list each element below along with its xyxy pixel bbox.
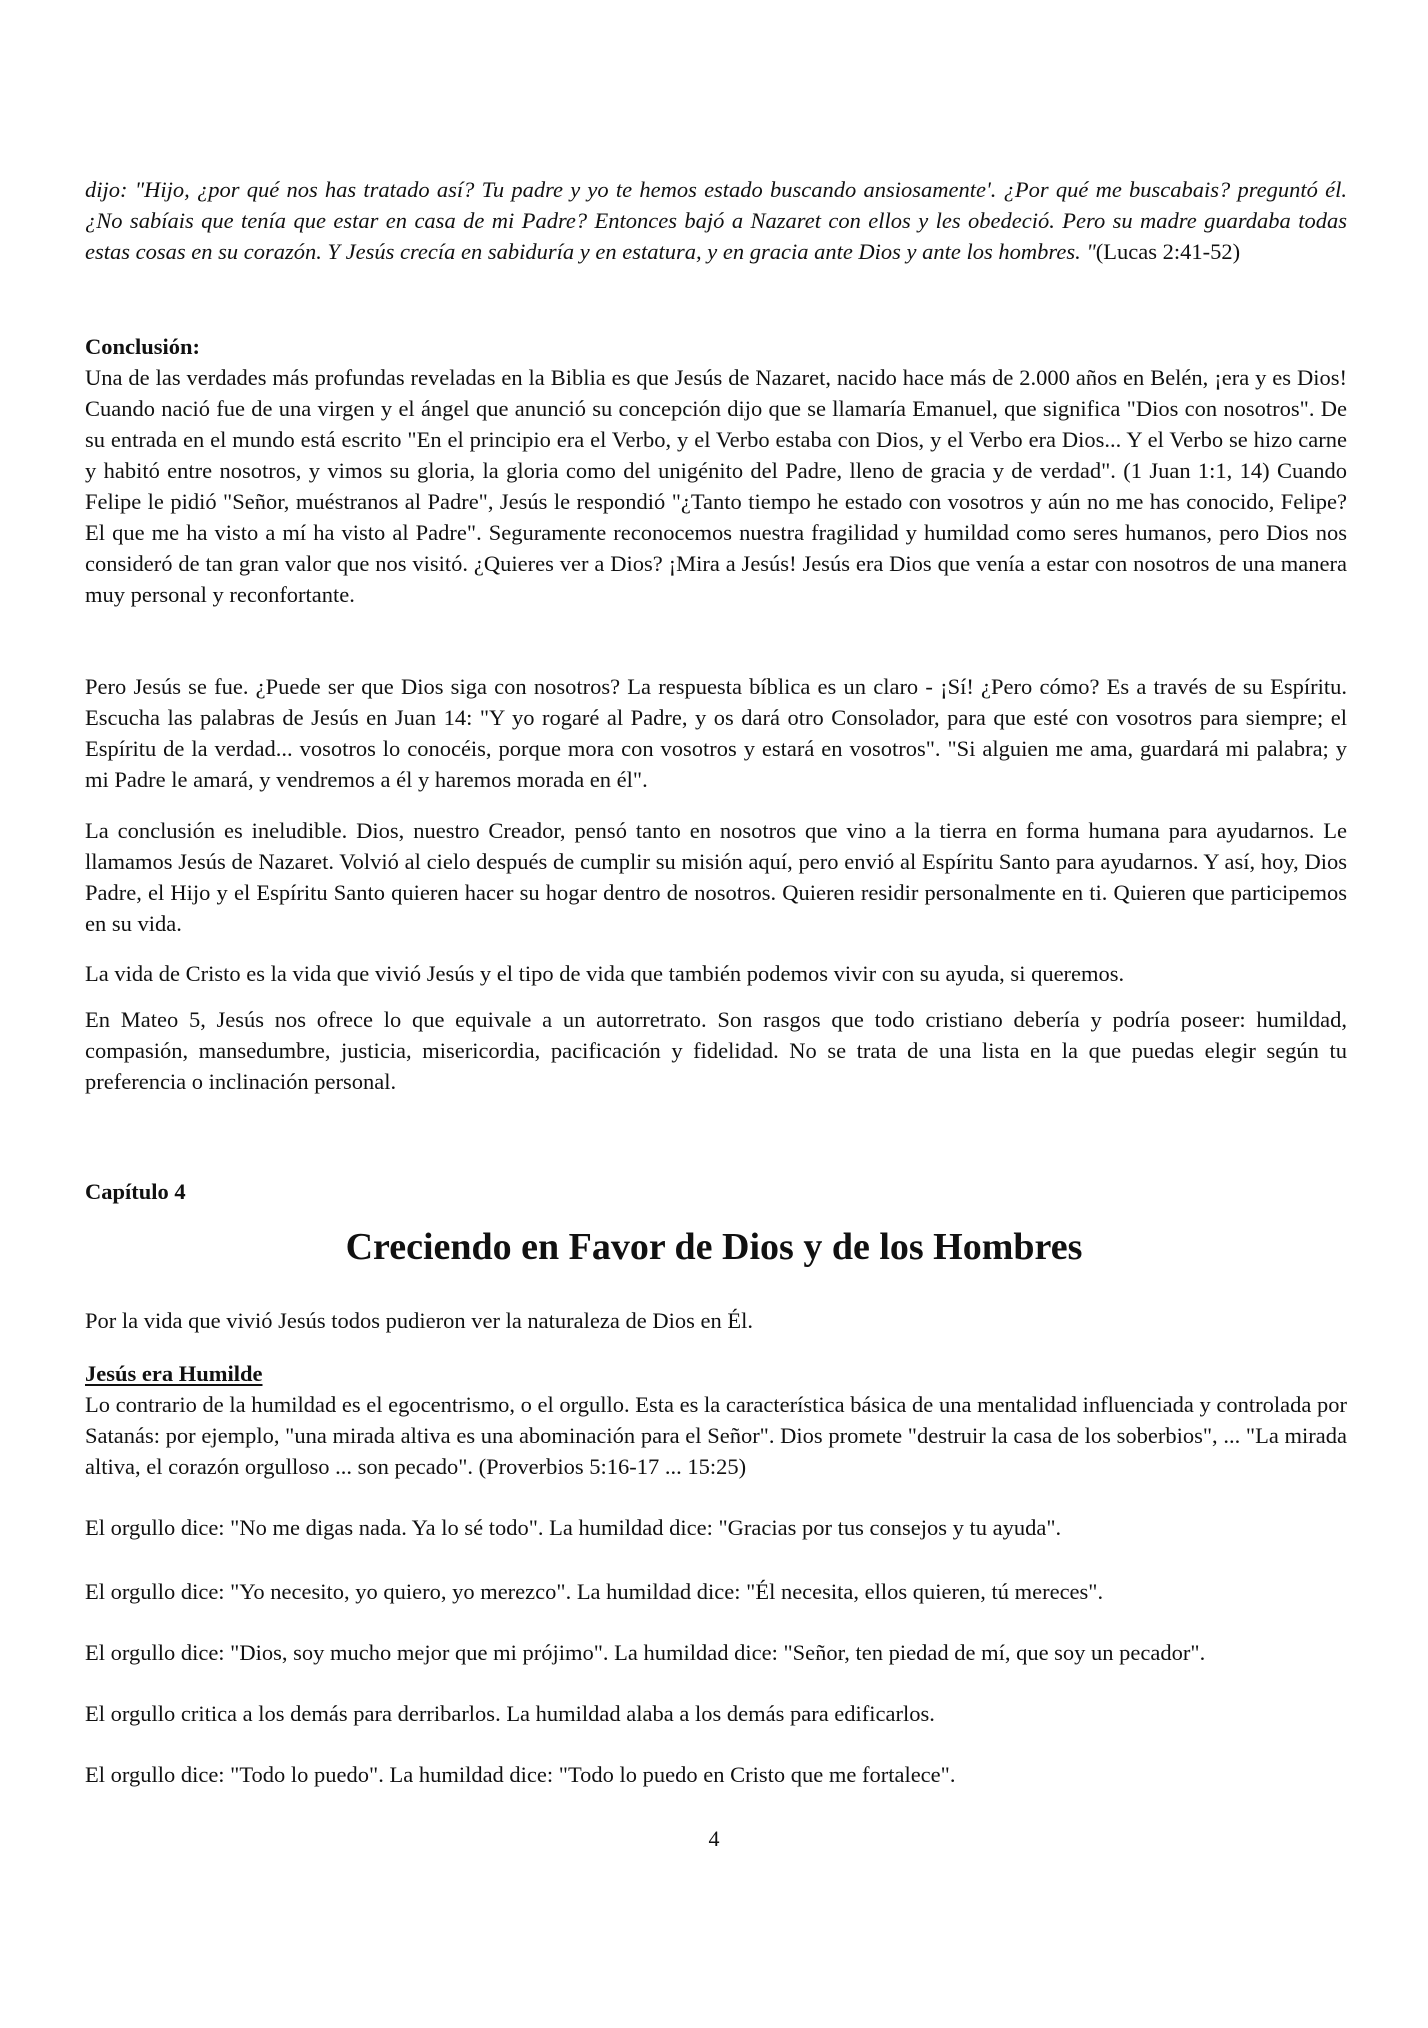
- conclusion-paragraph-2: [85, 671, 1347, 795]
- contrast-line: El orgullo dice: "No me digas nada. Ya lo sé todo". La humildad dice: "Gracias por tus consejos y tu ayuda".: [85, 1515, 1062, 1540]
- chapter-label: Capítulo 4: [85, 1179, 186, 1204]
- quote-italic-text: dijo: "Hijo, ¿por qué nos has tratado así? Tu padre y yo te hemos estado buscando ansiosamente'. ¿Por qué me buscabais? preguntó él. ¿No sabíais que tenía que estar en casa de mi Padre? Entonces bajó a Nazaret con ellos y les obedeció. Pero su madre guardaba todas estas cosas en su corazón. Y Jesús crecía en sabiduría y en estatura, y en gracia ante Dios y ante los hombres. ": [85, 177, 1347, 264]
- section-heading-humble: Jesús era Humilde: [85, 1361, 263, 1386]
- contrast-line: El orgullo dice: "Dios, soy mucho mejor que mi prójimo". La humildad dice: "Señor, ten piedad de mí, que soy un pecador".: [85, 1640, 1206, 1665]
- contrast-line: El orgullo dice: "Todo lo puedo". La humildad dice: "Todo lo puedo en Cristo que me fortalece".: [85, 1762, 956, 1787]
- paragraph-text: En Mateo 5, Jesús nos ofrece lo que equivale a un autorretrato. Son rasgos que todo cristiano debería y podría poseer: humildad, compasión, mansedumbre, justicia, misericordia, pacificación y fidelidad. No se trata de una lista en la que puedas elegir según tu preferencia o inclinación personal.: [85, 1007, 1347, 1094]
- chapter-title: Creciendo en Favor de Dios y de los Hombres: [345, 1226, 1083, 1268]
- paragraph-text: Una de las verdades más profundas reveladas en la Biblia es que Jesús de Nazaret, nacido hace más de 2.000 años en Belén, ¡era y es Dios! Cuando nació fue de una virgen y el ángel que anunció su concepción dijo que se llamaría Emanuel, que significa "Dios con nosotros". De su entrada en el mundo está escrito "En el principio era el Verbo, y el Verbo estaba con Dios, y el Verbo era Dios... Y el Verbo se hizo carne y habitó entre nosotros, y vimos su gloria, la gloria como del unigénito del Padre, lleno de gracia y de verdad". (1 Juan 1:1, 14) Cuando Felipe le pidió "Señor, muéstranos al Padre", Jesús le respondió "¿Tanto tiempo he estado con vosotros y aún no me has conocido, Felipe? El que me ha visto a mí ha visto al Padre". Seguramente reconocemos nuestra fragilidad y humildad como seres humanos, pero Dios nos consideró de tan gran valor que nos visitó. ¿Quieres ver a Dios? ¡Mira a Jesús! Jesús era Dios que venía a estar con nosotros de una manera muy personal y reconfortante.: [85, 365, 1347, 607]
- page-number: 4: [708, 1826, 720, 1851]
- conclusion-paragraph-5: [85, 1004, 1347, 1097]
- conclusion-paragraph-1: [85, 362, 1347, 610]
- conclusion-heading: Conclusión:: [85, 334, 201, 359]
- scripture-quote: [85, 174, 1347, 267]
- conclusion-paragraph-3: [85, 815, 1347, 939]
- chapter-intro: Por la vida que vivió Jesús todos pudieron ver la naturaleza de Dios en Él.: [85, 1308, 753, 1333]
- paragraph-text: La vida de Cristo es la vida que vivió Jesús y el tipo de vida que también podemos vivir con su ayuda, si queremos.: [85, 961, 1125, 986]
- section-paragraph: [85, 1389, 1347, 1482]
- conclusion-paragraph-4: [85, 958, 1347, 989]
- contrast-line: El orgullo critica a los demás para derribarlos. La humildad alaba a los demás para edificarlos.: [85, 1701, 935, 1726]
- paragraph-text: La conclusión es ineludible. Dios, nuestro Creador, pensó tanto en nosotros que vino a la tierra en forma humana para ayudarnos. Le llamamos Jesús de Nazaret. Volvió al cielo después de cumplir su misión aquí, pero envió al Espíritu Santo para ayudarnos. Y así, hoy, Dios Padre, el Hijo y el Espíritu Santo quieren hacer su hogar dentro de nosotros. Quieren residir personalmente en ti. Quieren que participemos en su vida.: [85, 818, 1347, 936]
- contrast-line: El orgullo dice: "Yo necesito, yo quiero, yo merezco". La humildad dice: "Él necesita, ellos quieren, tú mereces".: [85, 1579, 1104, 1604]
- paragraph-text: Lo contrario de la humildad es el egocentrismo, o el orgullo. Esta es la característica básica de una mentalidad influenciada y controlada por Satanás: por ejemplo, "una mirada altiva es una abominación para el Señor". Dios promete "destruir la casa de los soberbios", ... "La mirada altiva, el corazón orgulloso ... son pecado". (Proverbios 5:16-17 ... 15:25): [85, 1392, 1347, 1479]
- paragraph-text: Pero Jesús se fue. ¿Puede ser que Dios siga con nosotros? La respuesta bíblica es un claro - ¡Sí! ¿Pero cómo? Es a través de su Espíritu. Escucha las palabras de Jesús en Juan 14: "Y yo rogaré al Padre, y os dará otro Consolador, para que esté con vosotros para siempre; el Espíritu de la verdad... vosotros lo conocéis, porque mora con vosotros y estará en vosotros". "Si alguien me ama, guardará mi palabra; y mi Padre le amará, y vendremos a él y haremos morada en él".: [85, 674, 1347, 792]
- quote-reference: (Lucas 2:41-52): [1095, 239, 1241, 264]
